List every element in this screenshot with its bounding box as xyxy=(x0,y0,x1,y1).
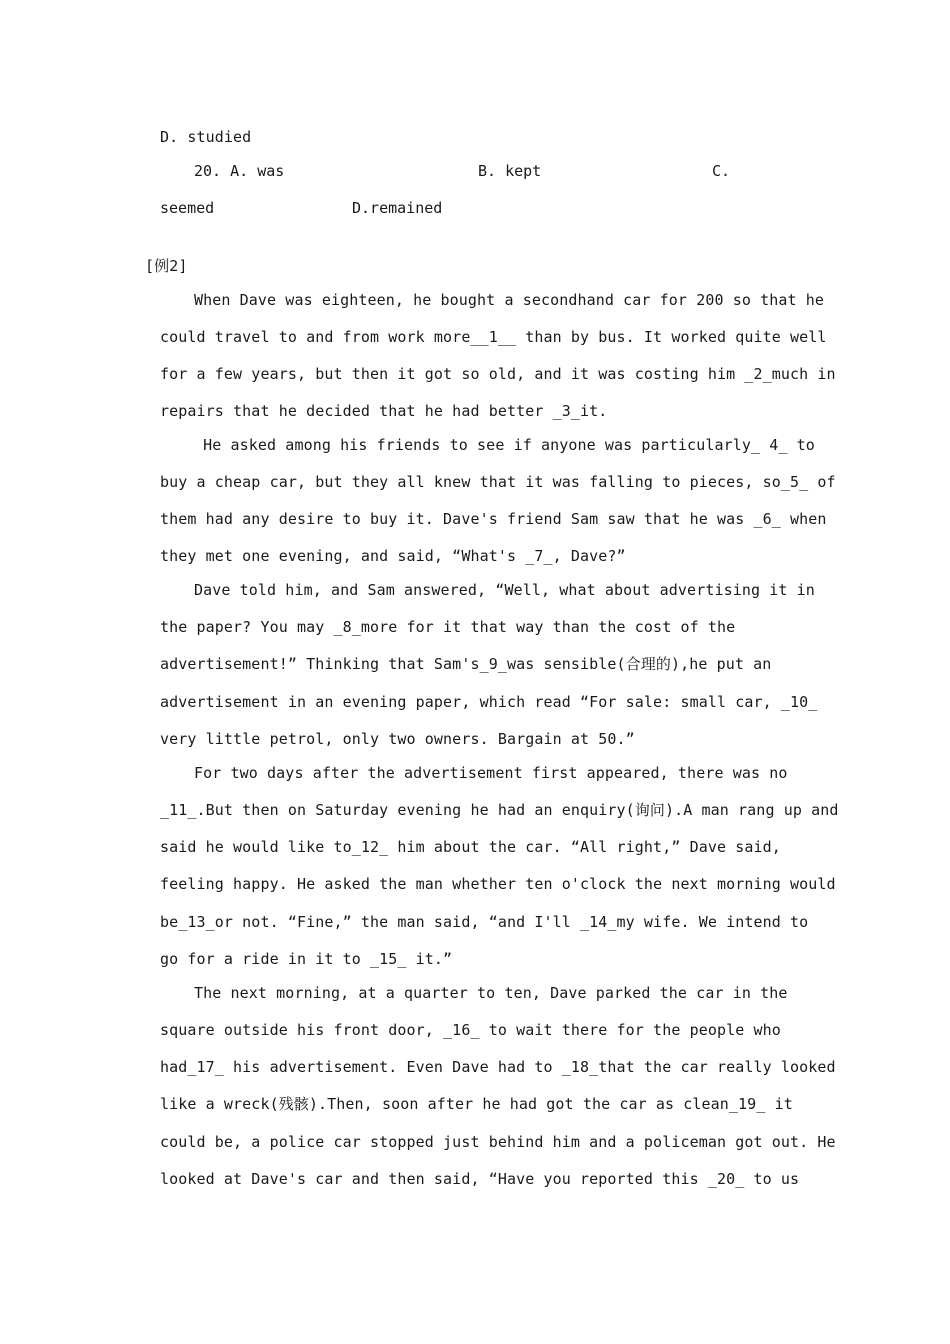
passage-line: For two days after the advertisement first appeared, there was no xyxy=(194,764,788,782)
passage-line: go for a ride in it to _15_ it.” xyxy=(160,950,453,968)
example-label: [例2] xyxy=(145,257,188,275)
question-20-option-d: D.remained xyxy=(352,199,443,217)
passage-line: for a few years, but then it got so old, and it was costing him _2_much in xyxy=(160,365,836,383)
passage-line: them had any desire to buy it. Dave's friend Sam saw that he was _6_ when xyxy=(160,510,827,528)
question-20-option-a: 20. A. was xyxy=(194,162,285,180)
passage-line: looked at Dave's car and then said, “Have you reported this _20_ to us xyxy=(160,1170,800,1188)
passage-line: very little petrol, only two owners. Bargain at 50.” xyxy=(160,730,635,748)
question-20-option-c-text: seemed xyxy=(160,199,215,217)
passage-line: could travel to and from work more__1__ than by bus. It worked quite well xyxy=(160,328,827,346)
passage-line: advertisement in an evening paper, which read “For sale: small car, _10_ xyxy=(160,693,818,711)
passage-line: buy a cheap car, but they all knew that it was falling to pieces, so_5_ of xyxy=(160,473,836,491)
option-d-19: D. studied xyxy=(160,128,252,146)
question-20-option-b: B. kept xyxy=(478,162,542,180)
passage-line: could be, a police car stopped just behind him and a policeman got out. He xyxy=(160,1133,836,1151)
passage-line: said he would like to_12_ him about the car. “All right,” Dave said, xyxy=(160,838,781,856)
question-20-option-c-label: C. xyxy=(712,162,731,180)
passage-line: _11_.But then on Saturday evening he had an enquiry(询问).A man rang up and xyxy=(160,801,839,819)
passage-line: the paper? You may _8_more for it that way than the cost of the xyxy=(160,618,736,636)
passage-line: When Dave was eighteen, he bought a secondhand car for 200 so that he xyxy=(194,291,825,309)
passage-line: He asked among his friends to see if anyone was particularly_ 4_ to xyxy=(194,436,815,454)
passage-line: The next morning, at a quarter to ten, Dave parked the car in the xyxy=(194,984,788,1002)
passage-line: repairs that he decided that he had better _3_it. xyxy=(160,402,608,420)
passage-line: square outside his front door, _16_ to wait there for the people who xyxy=(160,1021,781,1039)
passage-line: they met one evening, and said, “What's _7_, Dave?” xyxy=(160,547,626,565)
passage-line: be_13_or not. “Fine,” the man said, “and I'll _14_my wife. We intend to xyxy=(160,913,809,931)
passage-line: feeling happy. He asked the man whether ten o'clock the next morning would xyxy=(160,875,836,893)
passage-line: advertisement!” Thinking that Sam's_9_was sensible(合理的),he put an xyxy=(160,655,772,673)
passage-line: had_17_ his advertisement. Even Dave had to _18_that the car really looked xyxy=(160,1058,836,1076)
passage-line: Dave told him, and Sam answered, “Well, what about advertising it in xyxy=(194,581,815,599)
passage-line: like a wreck(残骸).Then, soon after he had got the car as clean_19_ it xyxy=(160,1095,793,1113)
